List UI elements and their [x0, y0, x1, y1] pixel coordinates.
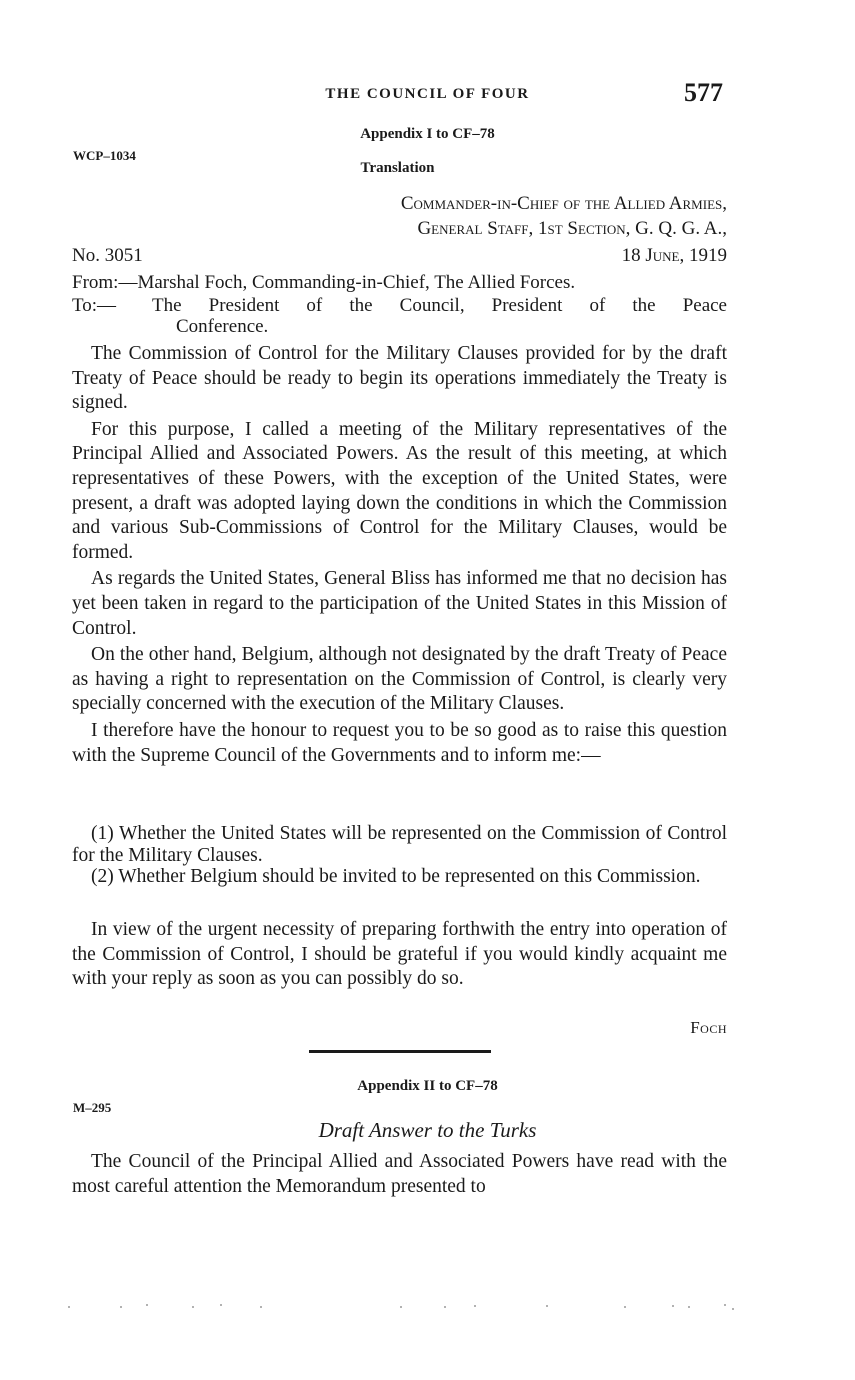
page-number: 577 [684, 78, 723, 107]
appendix2-ref: M–295 [73, 1100, 112, 1115]
section-divider [309, 1050, 491, 1053]
letter-date: 18 June, 1919 [621, 245, 727, 266]
signature: Foch [690, 1018, 727, 1037]
appendix1-heading: Appendix I to CF–78 [360, 126, 495, 142]
to-line-1: The President of the Council, President of the Peace [152, 295, 727, 316]
translation-label: Translation [360, 160, 435, 176]
paragraph-1: The Commission of Control for the Military Clauses provided for by the draft Treaty of Peace should be ready to begin its operations immediately the Treaty is signed. [72, 343, 727, 414]
page-bottom-specks [60, 1296, 740, 1316]
appendix2-paragraph: The Council of the Principal Allied and Associated Powers have read with the most careful attention the Memorandum presented to [72, 1151, 727, 1197]
closing-paragraph [72, 918, 727, 992]
paragraph-4: On the other hand, Belgium, although not designated by the draft Treaty of Peace as having a right to representation on the Commission of Control, is clearly very specially concerned with the execution of the Military Clauses. [72, 644, 727, 715]
running-title: THE COUNCIL OF FOUR [325, 86, 530, 102]
paragraph-2: For this purpose, I called a meeting of the Military representatives of the Principal Allied and Associated Powers. As the result of this meeting, at which representatives of these Powers, with the exception of the United States, were present, a draft was adopted laying down the conditions in which the Commission and various Sub-Commissions of Control for the Military Clauses, would be formed. [72, 418, 727, 563]
list-item-2: (2) Whether Belgium should be invited to be represented on this Commission. [91, 866, 701, 887]
paragraph-5: I therefore have the honour to request you to be so good as to raise this question with the Supreme Council of the Governments and to inform me:— [72, 719, 727, 766]
appendix2-body [72, 1150, 727, 1199]
appendix2-heading: Appendix II to CF–78 [357, 1078, 498, 1094]
letter-number: No. 3051 [72, 245, 143, 266]
list-item-1: (1) Whether the United States will be represented on the Commission of Control for the Military Clauses. [72, 823, 727, 866]
appendix1-ref: WCP–1034 [73, 148, 136, 163]
to-line-2: Conference. [176, 316, 269, 337]
paragraph-3: As regards the United States, General Bliss has informed me that no decision has yet been taken in regard to the participation of the United States in this Mission of Control. [72, 568, 727, 639]
to-label: To:— [72, 295, 117, 316]
from-line: From:—Marshal Foch, Commanding-in-Chief, The Allied Forces. [72, 272, 576, 293]
appendix2-title: Draft Answer to the Turks [318, 1118, 537, 1142]
closing-text: In view of the urgent necessity of preparing forthwith the entry into operation of the Commission of Control, I should be grateful if you would kindly acquaint me with your reply as soon as you can possibly do so. [72, 919, 727, 990]
office-line-1: Commander-in-Chief of the Allied Armies, [400, 193, 727, 214]
letter-body [72, 342, 727, 768]
office-line-2: General Staff, 1st Section, G. Q. G. A., [417, 218, 727, 239]
